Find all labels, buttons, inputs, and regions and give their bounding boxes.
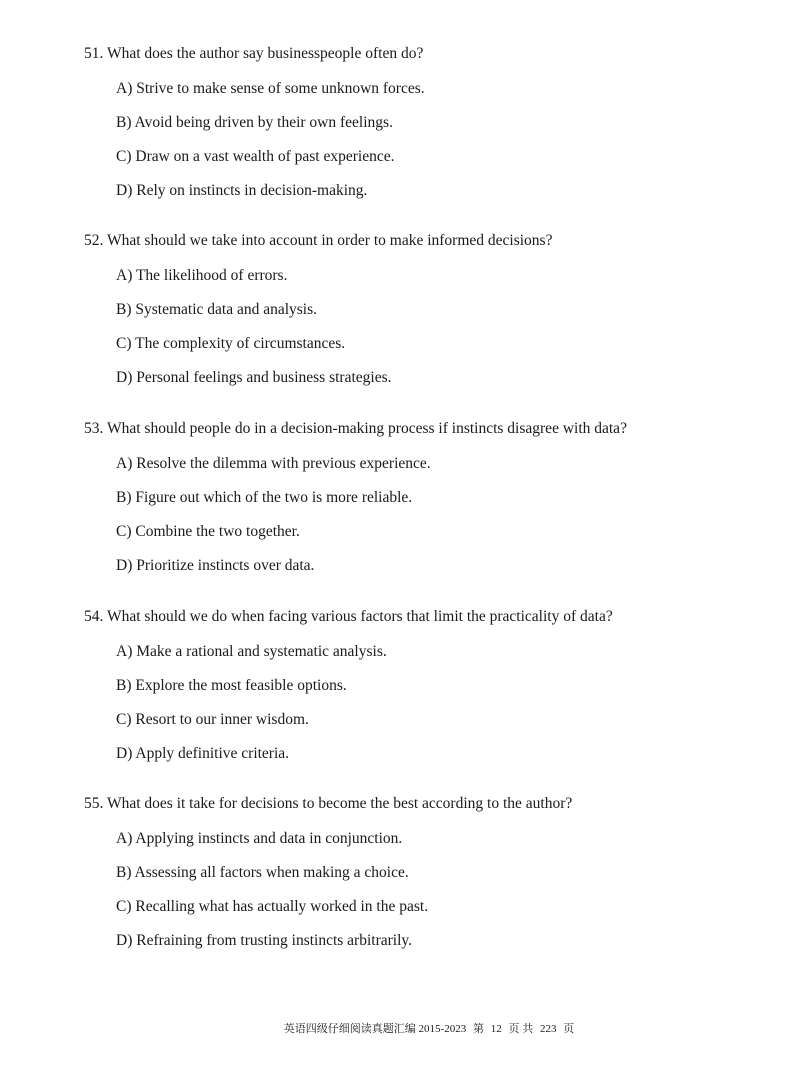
footer-page-suffix: 页 (563, 1023, 575, 1035)
question-54 (84, 607, 784, 764)
question-53 (84, 419, 784, 576)
option-a: A) Applying instincts and data in conjunction. (116, 829, 403, 847)
option-d: D) Rely on instincts in decision-making. (116, 182, 368, 200)
option-b: B) Avoid being driven by their own feelings. (116, 113, 393, 131)
page-footer (0, 1022, 800, 1036)
question-55 (84, 794, 784, 951)
option-a: A) Strive to make sense of some unknown forces. (116, 79, 425, 97)
question-52 (84, 231, 784, 388)
option-c: C) Combine the two together. (116, 522, 300, 540)
question-stem: 53. What should people do in a decision-making process if instincts disagree with data? (84, 420, 627, 437)
option-d: D) Apply definitive criteria. (116, 745, 290, 763)
option-a: A) The likelihood of errors. (116, 266, 288, 284)
option-b: B) Assessing all factors when making a choice. (116, 863, 409, 881)
footer-collection-title: 英语四级仔细阅读真题汇编 2015-2023 (283, 1023, 467, 1035)
option-d: D) Personal feelings and business strategies. (116, 369, 392, 387)
footer-page-number: 12 (490, 1023, 502, 1035)
option-c: C) Recalling what has actually worked in the past. (116, 897, 429, 915)
option-c: C) Resort to our inner wisdom. (116, 710, 309, 728)
option-d: D) Refraining from trusting instincts arbitrarily. (116, 932, 413, 950)
option-a: A) Resolve the dilemma with previous experience. (116, 454, 431, 472)
footer-page-prefix: 第 (472, 1023, 484, 1035)
option-d: D) Prioritize instincts over data. (116, 557, 315, 575)
option-c: C) Draw on a vast wealth of past experience. (116, 147, 395, 165)
option-b: B) Systematic data and analysis. (116, 300, 318, 318)
footer-page-mid: 页 共 (508, 1023, 534, 1035)
question-stem: 52. What should we take into account in order to make informed decisions? (84, 232, 553, 249)
question-51 (84, 44, 784, 201)
question-stem: 54. What should we do when facing various factors that limit the practicality of data? (84, 608, 613, 625)
option-b: B) Figure out which of the two is more reliable. (116, 488, 413, 506)
question-stem: 55. What does it take for decisions to become the best according to the author? (84, 795, 573, 812)
footer-total-pages: 223 (539, 1023, 557, 1035)
option-b: B) Explore the most feasible options. (116, 676, 347, 694)
question-stem: 51. What does the author say businesspeople often do? (84, 45, 424, 62)
option-a: A) Make a rational and systematic analysis. (116, 642, 387, 660)
option-c: C) The complexity of circumstances. (116, 334, 346, 352)
